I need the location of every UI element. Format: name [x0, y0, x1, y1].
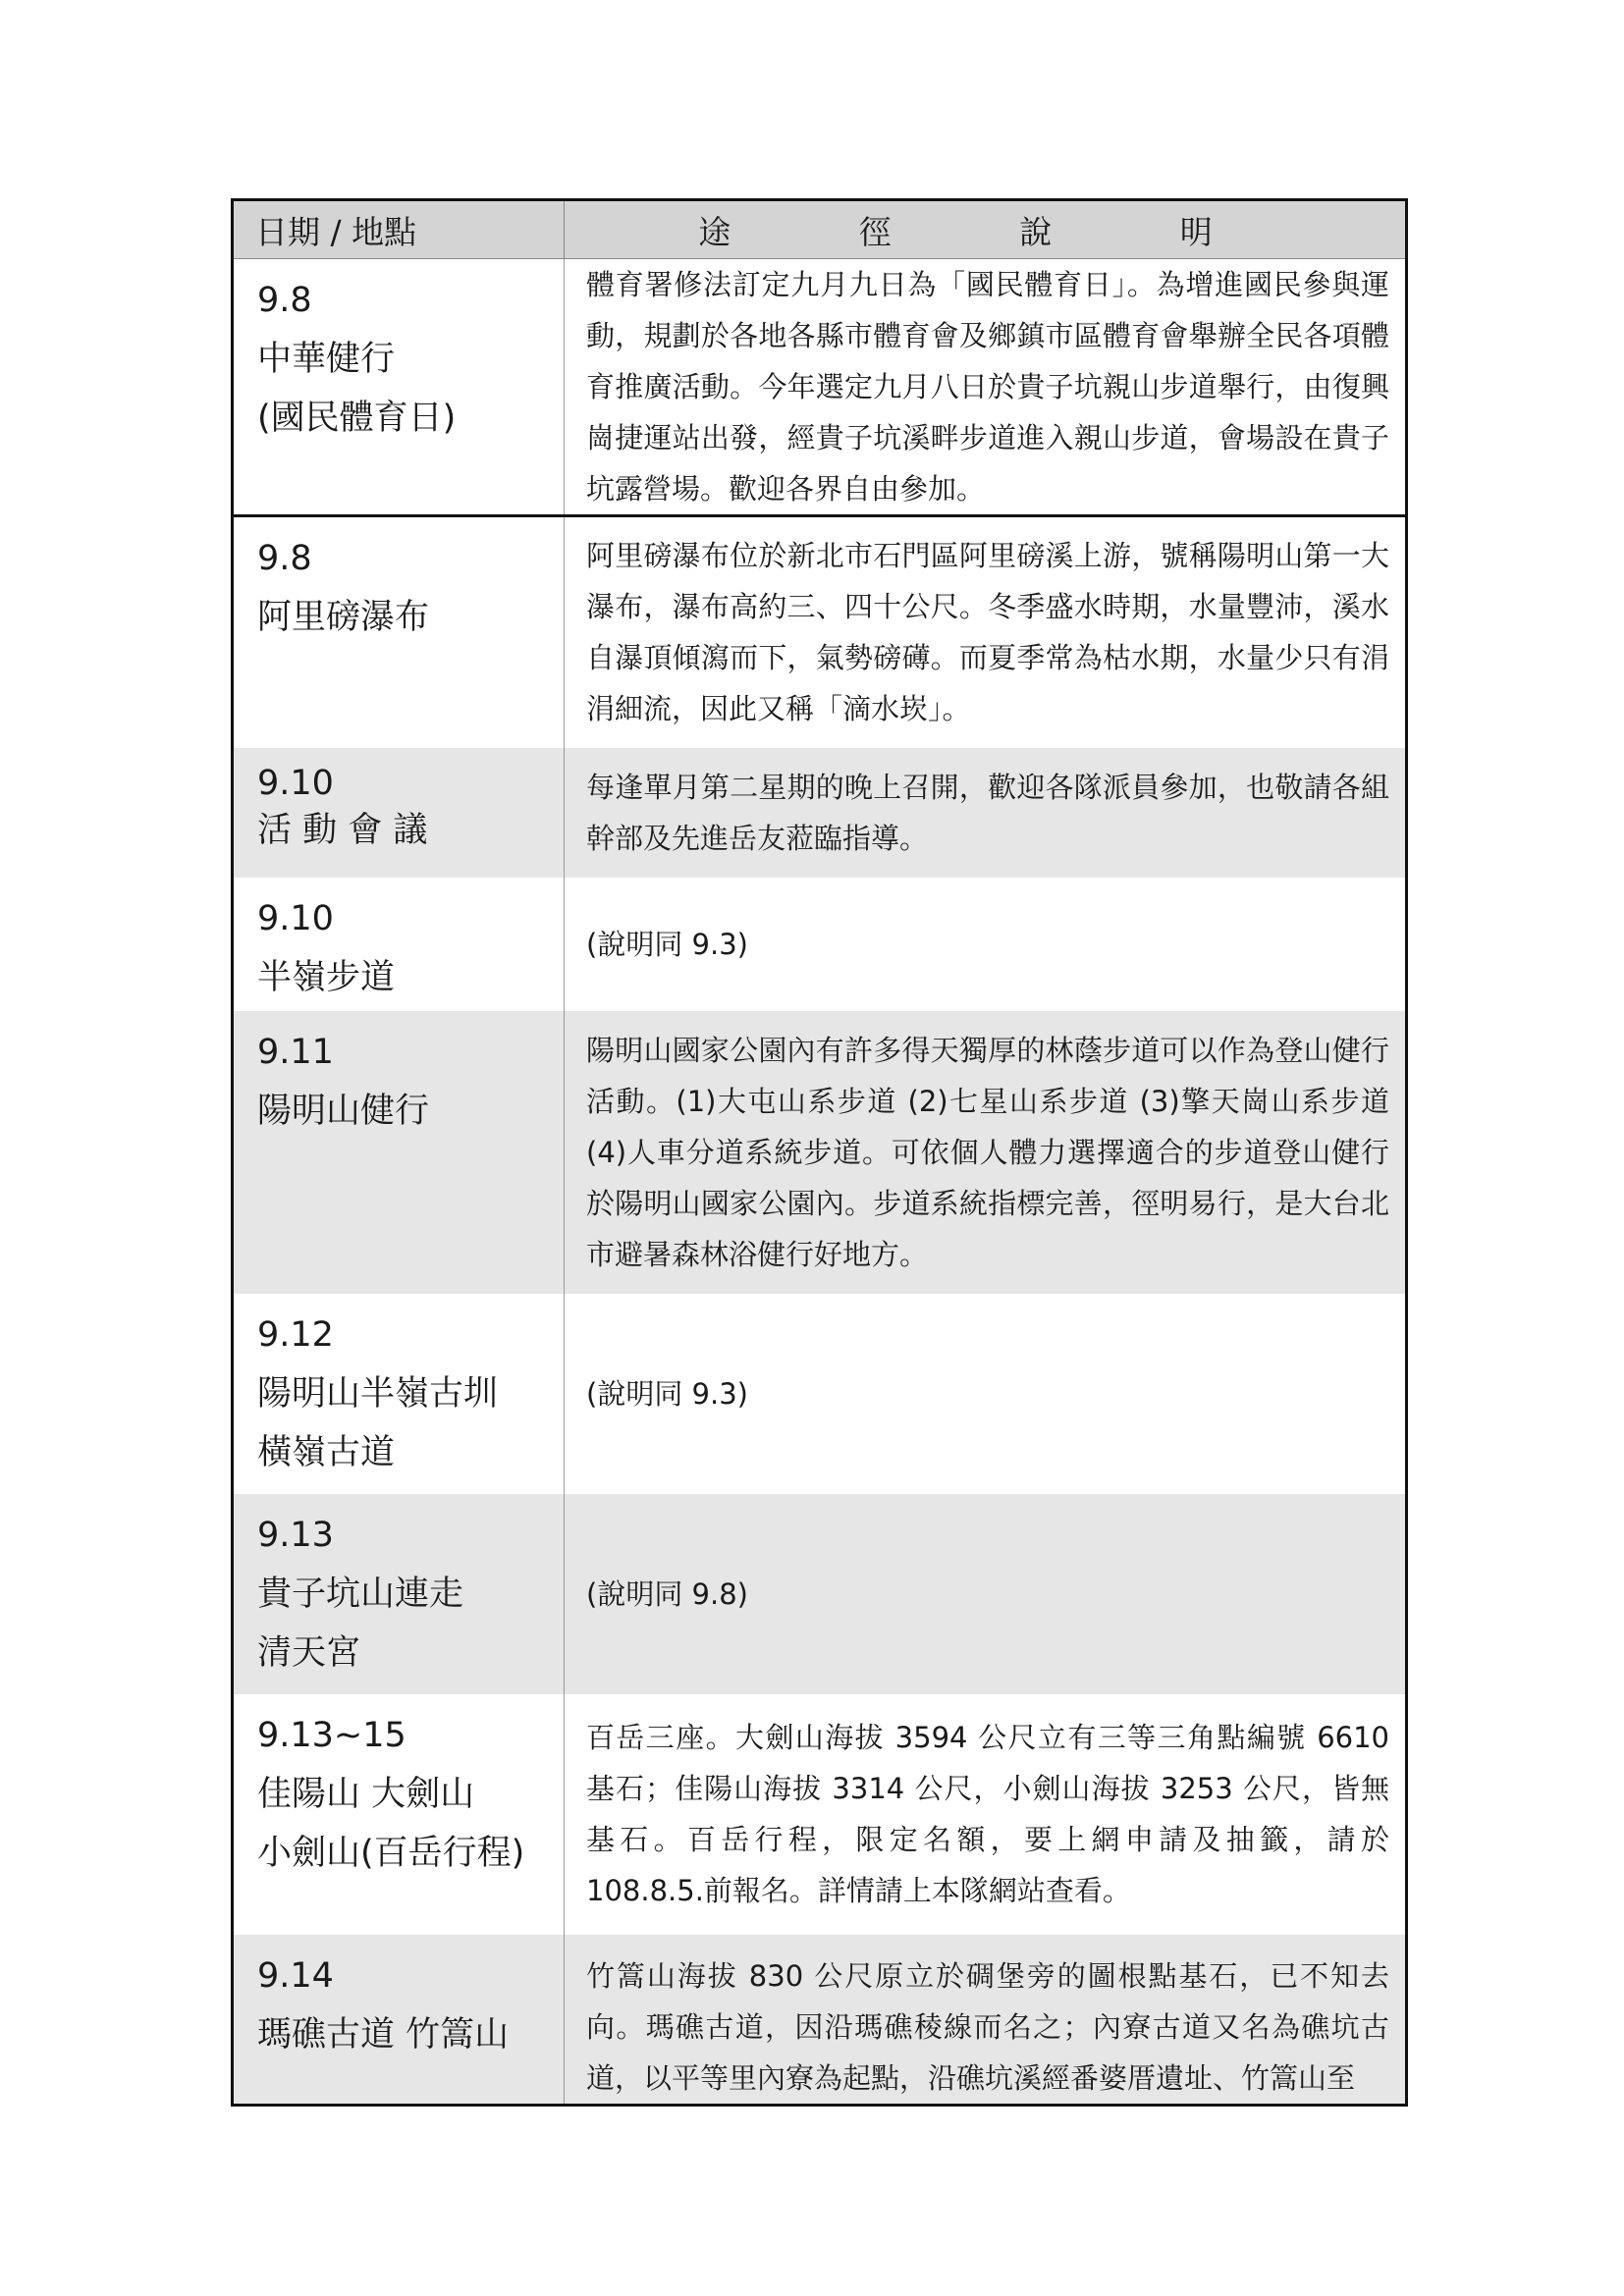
event-date: 9.11 [257, 1032, 334, 1072]
description-cell: 體育署修法訂定九月九日為「國民體育日」。為增進國民參與運動，規劃於各地各縣市體育會及鄉鎮市區體育會舉辦全民各項體育推廣活動。今年選定九月八日於貴子坑親山步道舉行，由復興崗捷運站出發，經貴子坑溪畔步道進入親山步道，會場設在貴子坑露營場。歡迎各界自由參加。 [565, 259, 1407, 516]
header-date-location: 日期 / 地點 [233, 200, 565, 259]
event-date: 9.13 [257, 1515, 334, 1555]
event-date: 9.10 [257, 763, 334, 803]
description-cell: 每逢單月第二星期的晚上召開，歡迎各隊派員參加，也敬請各組幹部及先進岳友蒞臨指導。 [565, 748, 1407, 878]
description-cell: 陽明山國家公園內有許多得天獨厚的林蔭步道可以作為登山健行活動。(1)大屯山系步道 (2)七星山系步道 (3)擎天崗山系步道 (4)人車分道系統步道。可依個人體力選擇適合的步道登山健行於陽明山國家公園內。步道系統指標完善，徑明易行，是大台北市避暑森林浴健行好地方。 [565, 1011, 1407, 1294]
date-location-cell [233, 1294, 565, 1494]
event-name: 陽明山健行 [257, 1091, 430, 1131]
table-row [233, 878, 1407, 1011]
table-row [233, 1294, 1407, 1494]
event-date: 9.10 [257, 898, 334, 938]
header-route-description: 途 徑 說 明 [565, 200, 1407, 259]
event-name: 陽明山半嶺古圳 [257, 1373, 499, 1414]
event-date: 9.12 [257, 1314, 334, 1355]
event-date: 9.8 [257, 281, 312, 320]
event-name: 阿里磅瀑布 [257, 598, 430, 637]
date-location-cell [233, 1494, 565, 1694]
event-name: 小劍山(百岳行程) [257, 1833, 525, 1873]
event-name: 橫嶺古道 [257, 1432, 396, 1472]
description-cell: (說明同 9.8) [565, 1494, 1407, 1694]
event-name: 貴子坑山連走 [257, 1574, 464, 1614]
date-location-cell [233, 1694, 565, 1935]
event-name: 佳陽山 大劍山 [257, 1774, 475, 1814]
description-cell: 竹篙山海拔 830 公尺原立於碉堡旁的圖根點基石，已不知去向。瑪礁古道，因沿瑪礁稜線而名之；內寮古道又名為礁坑古道，以平等里內寮為起點，沿礁坑溪經番婆厝遺址、竹篙山至 [565, 1935, 1407, 2106]
table-row [233, 259, 1407, 516]
itinerary-table [231, 198, 1408, 2107]
description-cell: 阿里磅瀑布位於新北市石門區阿里磅溪上游，號稱陽明山第一大瀑布，瀑布高約三、四十公尺。冬季盛水時期，水量豐沛，溪水自瀑頂傾瀉而下，氣勢磅礡。而夏季常為枯水期，水量少只有涓涓細流，因此又稱「滴水崁」。 [586, 539, 1389, 726]
date-location-cell [233, 1011, 565, 1294]
event-date: 9.14 [257, 1955, 334, 1996]
event-date: 9.13~15 [257, 1715, 406, 1755]
event-name: 清天宮 [257, 1632, 361, 1673]
date-location-cell [233, 878, 565, 1011]
table-header-row [233, 200, 1407, 259]
event-name: 中華健行 [257, 340, 396, 379]
table-row [233, 1935, 1407, 2106]
table-row [233, 516, 1407, 748]
date-location-cell [233, 516, 565, 748]
date-location-cell [233, 259, 565, 516]
description-cell: 百岳三座。大劍山海拔 3594 公尺立有三等三角點編號 6610 基石；佳陽山海拔 3314 公尺，小劍山海拔 3253 公尺，皆無基石。百岳行程，限定名額，要上網申請及抽籤，請於 108.8.5.前報名。詳情請上本隊網站查看。 [586, 1721, 1389, 1907]
event-name: 半嶺步道 [257, 957, 396, 997]
table-row [233, 1694, 1407, 1935]
table-row [233, 1494, 1407, 1694]
event-date: 9.8 [257, 539, 312, 578]
event-name: 活 動 會 議 [257, 810, 428, 850]
table-row [233, 748, 1407, 878]
event-name: 瑪礁古道 竹篙山 [257, 2014, 510, 2055]
date-location-cell [233, 1935, 565, 2106]
description-cell: (說明同 9.3) [586, 1376, 748, 1411]
date-location-cell [233, 748, 565, 878]
table-row [233, 1011, 1407, 1294]
description-cell: (說明同 9.3) [586, 927, 748, 961]
event-name: (國民體育日) [257, 399, 457, 438]
